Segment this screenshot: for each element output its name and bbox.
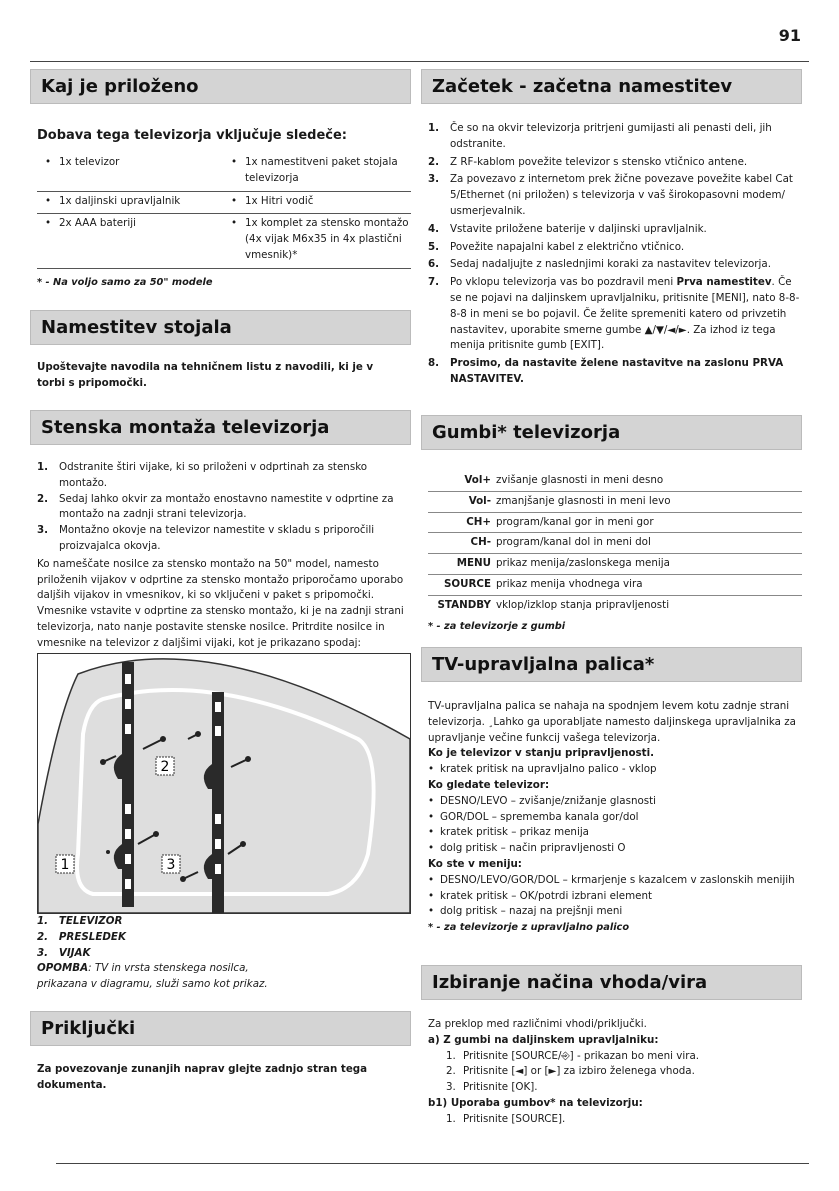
- section-title-included: Kaj je priloženo: [30, 69, 411, 104]
- input-source-heading-tv: b1) Uporaba gumbov* na televizorju:: [428, 1096, 643, 1109]
- joystick-heading-watching: Ko gledate televizor:: [428, 778, 550, 791]
- included-footnote: * - Na voljo samo za 50" modele: [37, 276, 213, 288]
- joystick-intro: TV-upravljalna palica se nahaja na spodnjem levem kotu zadnje strani televizorja. ¸Lahko ga uporabljate namesto daljinskega upravljalnika za upravljanje večine funkcij vašega televizorja.: [428, 700, 796, 744]
- wall-mount-block: [37, 460, 411, 652]
- list-item: • DESNO/LEVO/GOR/DOL – krmarjenje s kazalcem v zaslonskih menijih: [428, 873, 795, 886]
- legend-item: 2. PRESLEDEK: [37, 930, 126, 943]
- section-title-first-setup: Začetek - začetna namestitev: [421, 69, 802, 104]
- included-item: 2x AAA bateriji: [59, 217, 136, 230]
- section-title-joystick: TV-upravljalna palica*: [421, 647, 802, 682]
- wall-mount-paragraph: Ko nameščate nosilce za stensko montažo na 50" model, namesto priloženih vijakov v odprtine za stensko montažo priporočamo uporabo daljših vijakov in vmesnikov, ki so vključeni v paket s pripomočki. Vmesnike vstavite v odprtine za stensko montažo, ki je na zadnji strani televizorja, nato nanje postavite stenske nosilce. Pritrdite nosilce in vmesnike na televizor z daljšimi vijaki, kot je prikazano spodaj:: [37, 557, 404, 649]
- bullet: •: [230, 194, 238, 207]
- joystick-heading-menu: Ko ste v meniju:: [428, 857, 522, 870]
- list-item: 2. Sedaj lahko okvir za montažo enostavno namestite v odprtine za montažo na zadnji strani televizorja.: [37, 492, 394, 521]
- bullet: •: [44, 217, 52, 230]
- section-title-wall-mount: Stenska montaža televizorja: [30, 410, 411, 445]
- diagram-legend: [37, 914, 411, 993]
- table-row: [37, 214, 411, 268]
- section-title-stand: Namestitev stojala: [30, 310, 411, 345]
- callout-1: 1: [60, 857, 70, 873]
- joystick-footnote: * - za televizorje z upravljalno palico: [428, 922, 630, 934]
- list-item: • DESNO/LEVO – zvišanje/znižanje glasnosti: [428, 794, 657, 807]
- input-source-intro: Za preklop med različnimi vhodi/priključki.: [428, 1018, 647, 1030]
- list-item: • dolg pritisk – nazaj na prejšnji meni: [428, 905, 623, 918]
- tv-buttons-footnote: * - za televizorje z gumbi: [428, 620, 566, 632]
- top-rule: [30, 61, 809, 62]
- table-row: [37, 191, 411, 214]
- section-title-tv-buttons: Gumbi* televizorja: [421, 415, 802, 450]
- input-source-block: [428, 1017, 802, 1128]
- tv-buttons-table: [428, 471, 802, 616]
- callout-2: 2: [160, 759, 170, 775]
- wall-mount-diagram: [37, 653, 411, 914]
- list-item: • kratek pritisk – OK/potrdi izbrani element: [428, 889, 653, 902]
- table-row: MENU prikaz menija/zaslonskega menija: [428, 554, 802, 575]
- section-title-connections: Priključki: [30, 1011, 411, 1046]
- list-item: 6. Sedaj nadaljujte z naslednjimi koraki za nastavitev televizorja.: [428, 258, 771, 271]
- included-subtitle: Dobava tega televizorja vključuje sledeče:: [37, 128, 348, 143]
- first-setup-steps: [428, 121, 802, 388]
- list-item: 2. Pritisnite [◄] or [►] za izbiro želenega vhoda.: [446, 1065, 695, 1078]
- included-item: 1x komplet za stensko montažo (4x vijak M6x35 in 4x plastični vmesnik)*: [245, 217, 409, 261]
- table-row: Vol+ zvišanje glasnosti in meni desno: [428, 471, 802, 491]
- callout-3: 3: [166, 857, 176, 873]
- included-item: 1x namestitveni paket stojala televizorja: [245, 156, 398, 184]
- table-row: STANDBY vklop/izklop stanja pripravljenosti: [437, 598, 670, 611]
- joystick-list-watching: [428, 794, 798, 857]
- bullet: •: [230, 156, 238, 168]
- included-item: 1x Hitri vodič: [245, 194, 314, 207]
- list-item: • kratek pritisk – prikaz menija: [428, 826, 589, 839]
- input-source-list-remote: [428, 1049, 802, 1096]
- section-title-input-source: Izbiranje načina vhoda/vira: [421, 965, 802, 1000]
- input-source-heading-remote: a) Z gumbi na daljinskem upravljalniku:: [428, 1033, 659, 1046]
- list-item: 4. Vstavite priložene baterije v daljinski upravljalnik.: [428, 222, 707, 235]
- list-item: • kratek pritisk na upravljalno palico - vklop: [428, 763, 657, 776]
- bottom-rule: [56, 1163, 809, 1164]
- connections-text: Za povezovanje zunanjih naprav glejte zadnjo stran tega dokumenta.: [37, 1063, 368, 1091]
- included-item: 1x televizor: [59, 156, 120, 168]
- list-item: 7. Po vklopu televizorja vas bo pozdravil meni Prva namestitev. Če se ne pojavi na daljinskem upravljalniku, pritisnite [MENI], nato 8-8-8-8 in meni se bo pojavil. Če želite spremeniti katero od privzetih nastavitev, uporabite smerne gumbe ▲/▼/◄/►. Za izhod iz tega menija pritisnite gumb [EXIT].: [428, 276, 800, 352]
- bullet: •: [44, 194, 52, 207]
- list-item: 1. Če so na okvir televizorja pritrjeni gumijasti ali penasti deli, jih odstranite.: [428, 122, 772, 150]
- table-row: Vol- zmanjšanje glasnosti in meni levo: [428, 491, 802, 512]
- list-item: 3. Montažno okovje na televizor namestite v skladu s priporočili proizvajalca okovja.: [37, 524, 375, 552]
- list-item: 1. Pritisnite [SOURCE].: [446, 1112, 566, 1125]
- tv-buttons-block: [428, 471, 802, 634]
- page-number: 91: [778, 26, 801, 45]
- list-item: 5. Povežite napajalni kabel z električno vtičnico.: [428, 240, 685, 253]
- joystick-heading-standby: Ko je televizor v stanju pripravljenosti.: [428, 747, 655, 760]
- list-item: 3. Za povezavo z internetom prek žične povezave povežite kabel Cat 5/Ethernet (ni priložen) s televizorja v vaš širokopasovni modem/ usmerjevalnik.: [428, 173, 793, 217]
- list-item: • GOR/DOL – sprememba kanala gor/dol: [428, 810, 639, 823]
- wall-mount-steps: [37, 460, 411, 555]
- list-item: 1. Odstranite štiri vijake, ki so priloženi v odprtinah za stensko montažo.: [37, 461, 368, 489]
- bullet: •: [44, 156, 52, 168]
- tv-bracket-illustration: [38, 654, 410, 913]
- list-item: 1. Pritisnite [SOURCE/⎆] - prikazan bo meni vira.: [446, 1049, 700, 1062]
- joystick-list-standby: [428, 762, 798, 778]
- list-item: • dolg pritisk – način pripravljenosti O: [428, 842, 626, 855]
- input-source-list-tv: [428, 1112, 802, 1128]
- joystick-block: [428, 699, 798, 936]
- joystick-list-menu: [428, 873, 798, 920]
- stand-text: Upoštevajte navodila na tehničnem listu z navodili, ki je v torbi s pripomočki.: [37, 361, 374, 389]
- table-row: CH- program/kanal dol in meni dol: [428, 533, 802, 554]
- table-row: CH+ program/kanal gor in meni gor: [428, 512, 802, 533]
- first-setup-block: [428, 121, 802, 388]
- bullet: •: [230, 217, 238, 230]
- list-item: 3. Pritisnite [OK].: [446, 1081, 538, 1094]
- list-item: 2. Z RF-kablom povežite televizor s stensko vtičnico antene.: [428, 155, 748, 168]
- diagram-note: OPOMBA: TV in vrsta stenskega nosilca, prikazana v diagramu, služi samo kot prikaz.: [37, 962, 268, 991]
- included-table: [37, 153, 411, 269]
- included-item: 1x daljinski upravljalnik: [59, 194, 181, 207]
- list-item: 8. Prosimo, da nastavite želene nastavitve na zaslonu PRVA NASTAVITEV.: [428, 357, 784, 385]
- table-row: SOURCE prikaz menija vhodnega vira: [428, 574, 802, 595]
- legend-item: 1. TELEVIZOR: [37, 915, 123, 927]
- legend-item: 3. VIJAK: [37, 946, 91, 959]
- table-row: [37, 153, 411, 191]
- included-block: [37, 127, 411, 291]
